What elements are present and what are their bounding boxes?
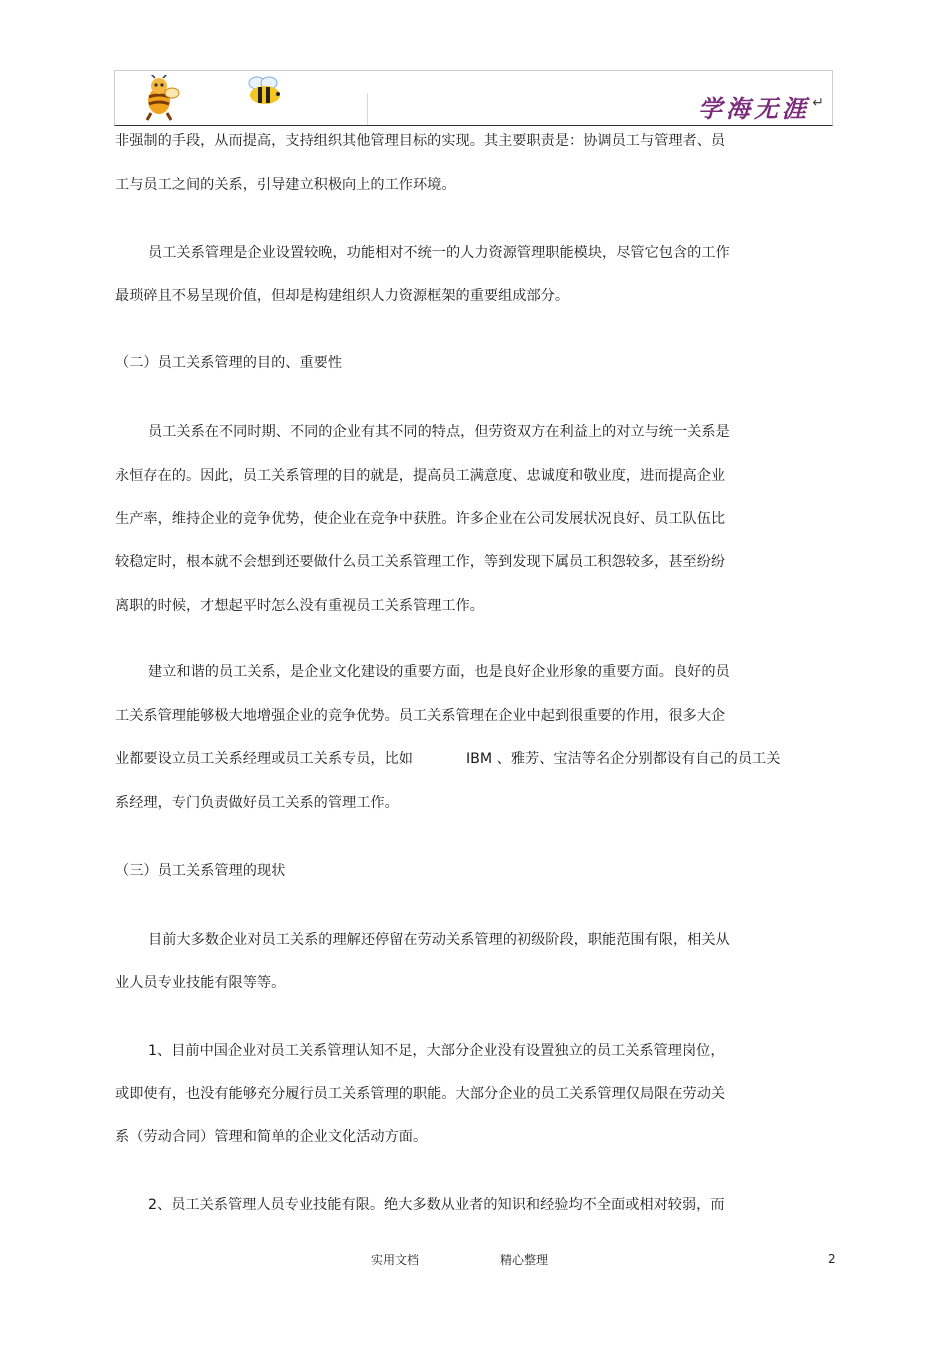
- text-line: 员工关系在不同时期、不同的企业有其不同的特点，但劳资双方在利益上的对立与统一关系是: [148, 424, 730, 440]
- text-line: 生产率，维持企业的竞争优势，使企业在竞争中获胜。许多企业在公司发展状况良好、员工队伍比: [115, 511, 726, 527]
- text-line: 1、目前中国企业对员工关系管理认知不足，大部分企业没有设置独立的员工关系管理岗位，: [148, 1043, 725, 1059]
- text-line: 较稳定时，根本就不会想到还要做什么员工关系管理工作，等到发现下属员工积怨较多，甚至纷纷: [115, 554, 726, 570]
- text-line: 永恒存在的。因此，员工关系管理的目的就是，提高员工满意度、忠诚度和敬业度，进而提高企业: [115, 468, 726, 484]
- section-heading: （三）员工关系管理的现状: [115, 863, 286, 879]
- section-heading: （二）员工关系管理的目的、重要性: [115, 355, 343, 371]
- text-line: 最琐碎且不易呈现价值，但却是构建组织人力资源框架的重要组成部分。: [115, 288, 570, 304]
- text-line: IBM 、雅芳、宝洁等名企分别都设有自己的员工关: [466, 751, 781, 767]
- footer-left: 实用文档: [371, 1253, 420, 1267]
- text-line: 系（劳动合同）管理和简单的企业文化活动方面。: [115, 1129, 428, 1145]
- text-line: 非强制的手段，从而提高，支持组织其他管理目标的实现。其主要职责是：协调员工与管理者、员: [115, 133, 726, 149]
- text-line: 或即使有，也没有能够充分履行员工关系管理的职能。大部分企业的员工关系管理仅局限在劳动关: [115, 1086, 726, 1102]
- text-line: 工关系管理能够极大地增强企业的竞争优势。员工关系管理在企业中起到很重要的作用，很多大企: [115, 708, 726, 724]
- text-line: 业都要设立员工关系经理或员工关系专员，比如: [115, 751, 413, 767]
- text-line: 2、员工关系管理人员专业技能有限。绝大多数从业者的知识和经验均不全面或相对较弱，而: [148, 1197, 725, 1213]
- text-line: 目前大多数企业对员工关系的理解还停留在劳动关系管理的初级阶段，职能范围有限，相关从: [148, 932, 730, 948]
- page-number: 2: [828, 1252, 836, 1266]
- page-header: [114, 70, 833, 126]
- bee-icon: [245, 75, 285, 109]
- text-line: 系经理，专门负责做好员工关系的管理工作。: [115, 795, 399, 811]
- header-slogan: 学海无涯: [698, 94, 810, 123]
- text-line: 离职的时候，才想起平时怎么没有重视员工关系管理工作。: [115, 598, 484, 614]
- text-line: 员工关系管理是企业设置较晚，功能相对不统一的人力资源管理职能模块，尽管它包含的工作: [148, 245, 730, 261]
- text-line: 建立和谐的员工关系，是企业文化建设的重要方面，也是良好企业形象的重要方面。良好的员: [148, 664, 730, 680]
- text-line: 业人员专业技能有限等等。: [115, 975, 286, 991]
- footer-center: 精心整理: [500, 1253, 549, 1267]
- text-line: 工与员工之间的关系，引导建立积极向上的工作环境。: [115, 177, 456, 193]
- return-mark-icon: ↵: [812, 95, 824, 111]
- bee-mascot-icon: [139, 75, 183, 121]
- header-divider: [367, 93, 368, 125]
